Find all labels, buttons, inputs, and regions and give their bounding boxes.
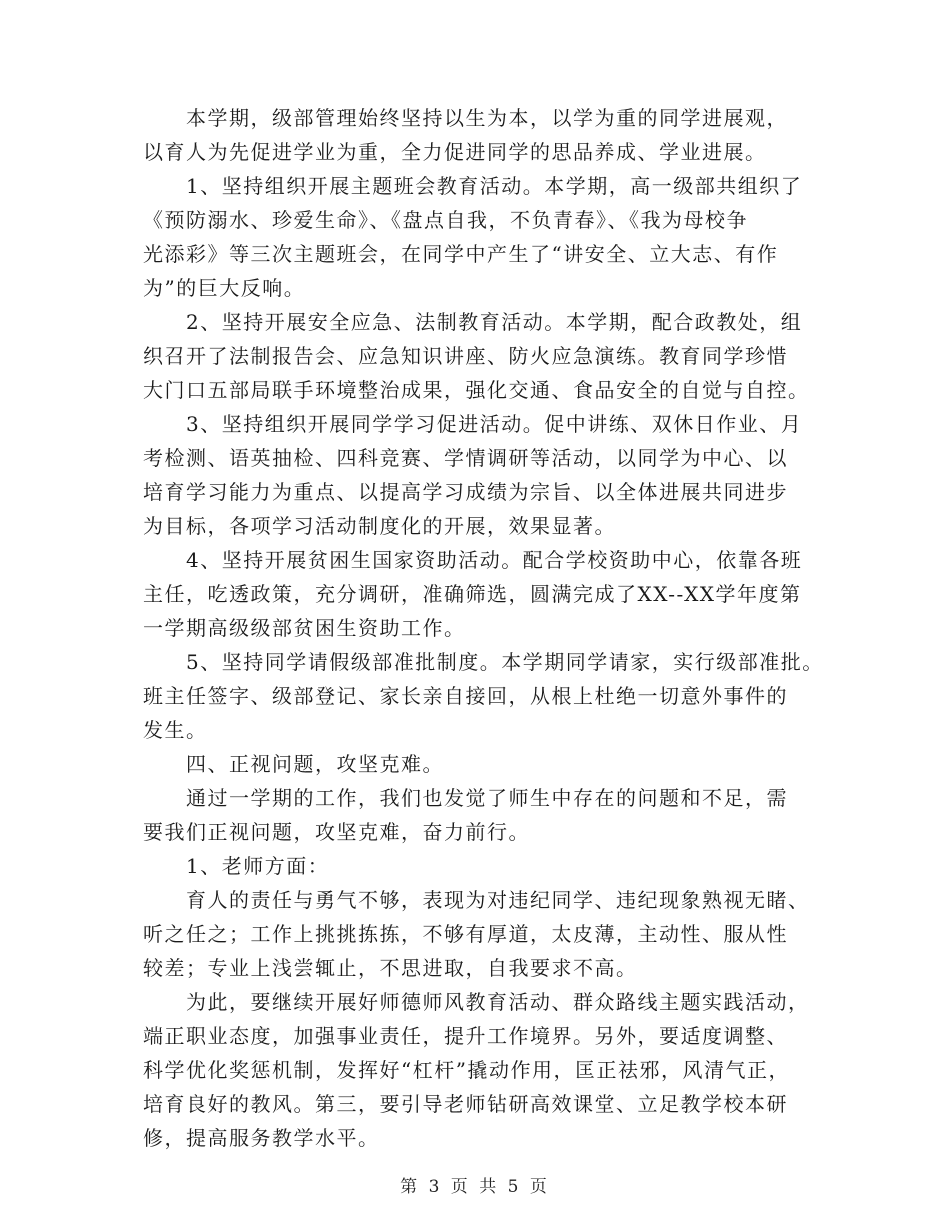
text-line: 端正职业态度，加强事业责任，提升工作境界。另外，要适度调整、 bbox=[143, 1024, 788, 1048]
text-line: 通过一学期的工作，我们也发觉了师生中存在的问题和不足，需 bbox=[143, 786, 788, 810]
text-line: 育人的责任与勇气不够，表现为对违纪同学、违纪现象熟视无睹、 bbox=[143, 888, 810, 912]
text-line: 培育学习能力为重点、以提高学习成绩为宗旨、以全体进展共同进步 bbox=[143, 480, 788, 504]
text-line: 2、坚持开展安全应急、法制教育活动。本学期，配合政教处，组 bbox=[143, 310, 803, 334]
text-line: 5、坚持同学请假级部准批制度。本学期同学请家，实行级部准批。 bbox=[143, 650, 824, 674]
text-line: 《预防溺水、珍爱生命》、《盘点自我，不负青春》、《我为母校争 bbox=[143, 208, 748, 232]
text-line: 4、坚持开展贫困生国家资助活动。配合学校资助中心，依靠各班 bbox=[143, 548, 803, 572]
text-line: 培育良好的教风。第三，要引导老师钻研高效课堂、立足教学校本研 bbox=[143, 1092, 788, 1116]
text-line: 1、老师方面： bbox=[143, 854, 330, 878]
text-line: 要我们正视问题，攻坚克难，奋力前行。 bbox=[143, 820, 530, 844]
text-line: 3、坚持组织开展同学学习促进活动。促中讲练、双休日作业、月 bbox=[143, 412, 803, 436]
text-line: 修，提高服务教学水平。 bbox=[143, 1126, 380, 1150]
text-line: 为”的巨大反响。 bbox=[143, 276, 306, 300]
text-line: 为目标，各项学习活动制度化的开展，效果显著。 bbox=[143, 514, 616, 538]
page-footer: 第 3 页 共 5 页 bbox=[400, 1177, 550, 1197]
text-line: 1、坚持组织开展主题班会教育活动。本学期，高一级部共组织了 bbox=[143, 174, 803, 198]
text-line: 科学优化奖惩机制，发挥好“杠杆”撬动作用，匡正祛邪，风清气正， bbox=[143, 1058, 790, 1082]
text-line: 以育人为先促进学业为重，全力促进同学的思品养成、学业进展。 bbox=[143, 140, 767, 164]
text-line: 一学期高级级部贫困生资助工作。 bbox=[143, 616, 466, 640]
text-line: 织召开了法制报告会、应急知识讲座、防火应急演练。教育同学珍惜 bbox=[143, 344, 788, 368]
text-line: 考检测、语英抽检、四科竞赛、学情调研等活动，以同学为中心、以 bbox=[143, 446, 788, 470]
text-line: 本学期，级部管理始终坚持以生为本，以学为重的同学进展观， bbox=[143, 106, 788, 130]
text-line: 听之任之；工作上挑挑拣拣，不够有厚道，太皮薄，主动性、服从性 bbox=[143, 922, 788, 946]
text-line: 主任，吃透政策，充分调研，准确筛选，圆满完成了XX--XX学年度第 bbox=[143, 582, 802, 606]
text-line: 发生。 bbox=[143, 718, 208, 742]
text-line: 四、正视问题，攻坚克难。 bbox=[143, 752, 444, 776]
text-line: 较差；专业上浅尝辄止，不思进取，自我要求不高。 bbox=[143, 956, 638, 980]
text-line: 班主任签字、级部登记、家长亲自接回，从根上杜绝一切意外事件的 bbox=[143, 684, 788, 708]
text-line: 大门口五部局联手环境整治成果，强化交通、食品安全的自觉与自控。 bbox=[143, 378, 810, 402]
text-line: 光添彩》等三次主题班会，在同学中产生了“讲安全、立大志、有作 bbox=[143, 242, 779, 266]
text-line: 为此，要继续开展好师德师风教育活动、群众路线主题实践活动， bbox=[143, 990, 810, 1014]
